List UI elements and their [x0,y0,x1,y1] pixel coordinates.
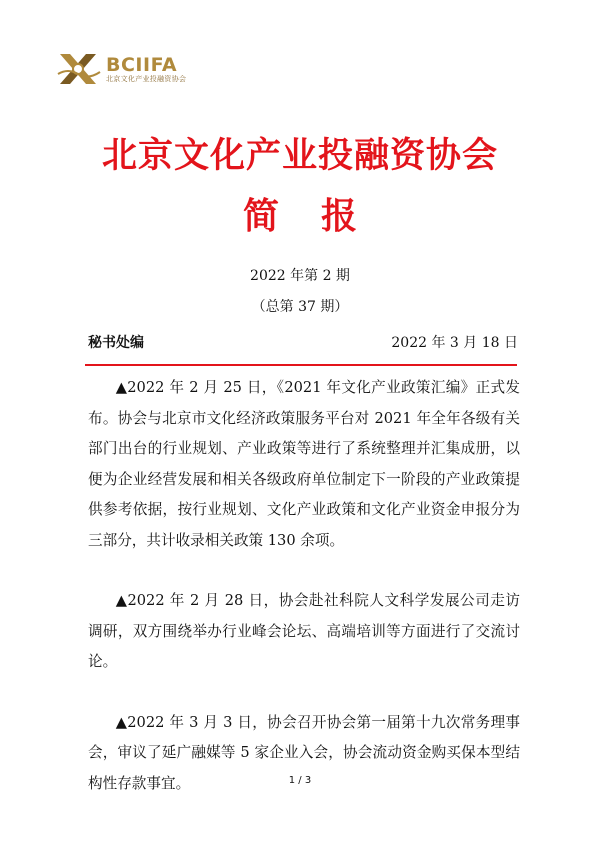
news-paragraph: ▲2022 年 2 月 25 日，《2021 年文化产业政策汇编》正式发布。协会与北京市文化经济政策服务平台对 2021 年全年各级有关部门出台的行业规划、产业政策等进行了系统整理并汇集成册，以便为企业经营发展和相关各级政府单位制定下一阶段的产业政策提供参考依据，按行业规划、文化产业政策和文化产业资金申报分为三部分，共计收录相关政策 130 余项。 [88,379,520,549]
logo-name: BCIIFA [106,53,178,76]
issue-number: 2022 年第 2 期 [250,268,350,284]
bciifa-emblem-icon [56,46,102,92]
header-divider [85,364,517,366]
page-number: 1 / 3 [288,775,312,786]
logo-subtitle: 北京文化产业投融资协会 [106,74,187,83]
total-issue-number: （总第 37 期） [251,299,349,315]
editor-label: 秘书处编 [88,335,144,351]
publish-date: 2022 年 3 月 18 日 [391,335,518,351]
news-paragraph: ▲2022 年 3 月 3 日，协会召开协会第一届第十九次常务理事会，审议了延广融媒等 5 家企业入会，协会流动资金购买保本型结构性存款事宜。 [88,713,520,792]
association-logo [56,46,186,92]
news-paragraph: ▲2022 年 2 月 28 日，协会赴社科院人文科学发展公司走访调研，双方围绕举办行业峰会论坛、高端培训等方面进行了交流讨论。 [88,592,520,670]
organization-title: 北京文化产业投融资协会 [101,136,498,176]
editor-date-row [88,332,518,352]
document-type-title: 简报 [242,196,399,237]
bulletin-body [88,373,520,799]
